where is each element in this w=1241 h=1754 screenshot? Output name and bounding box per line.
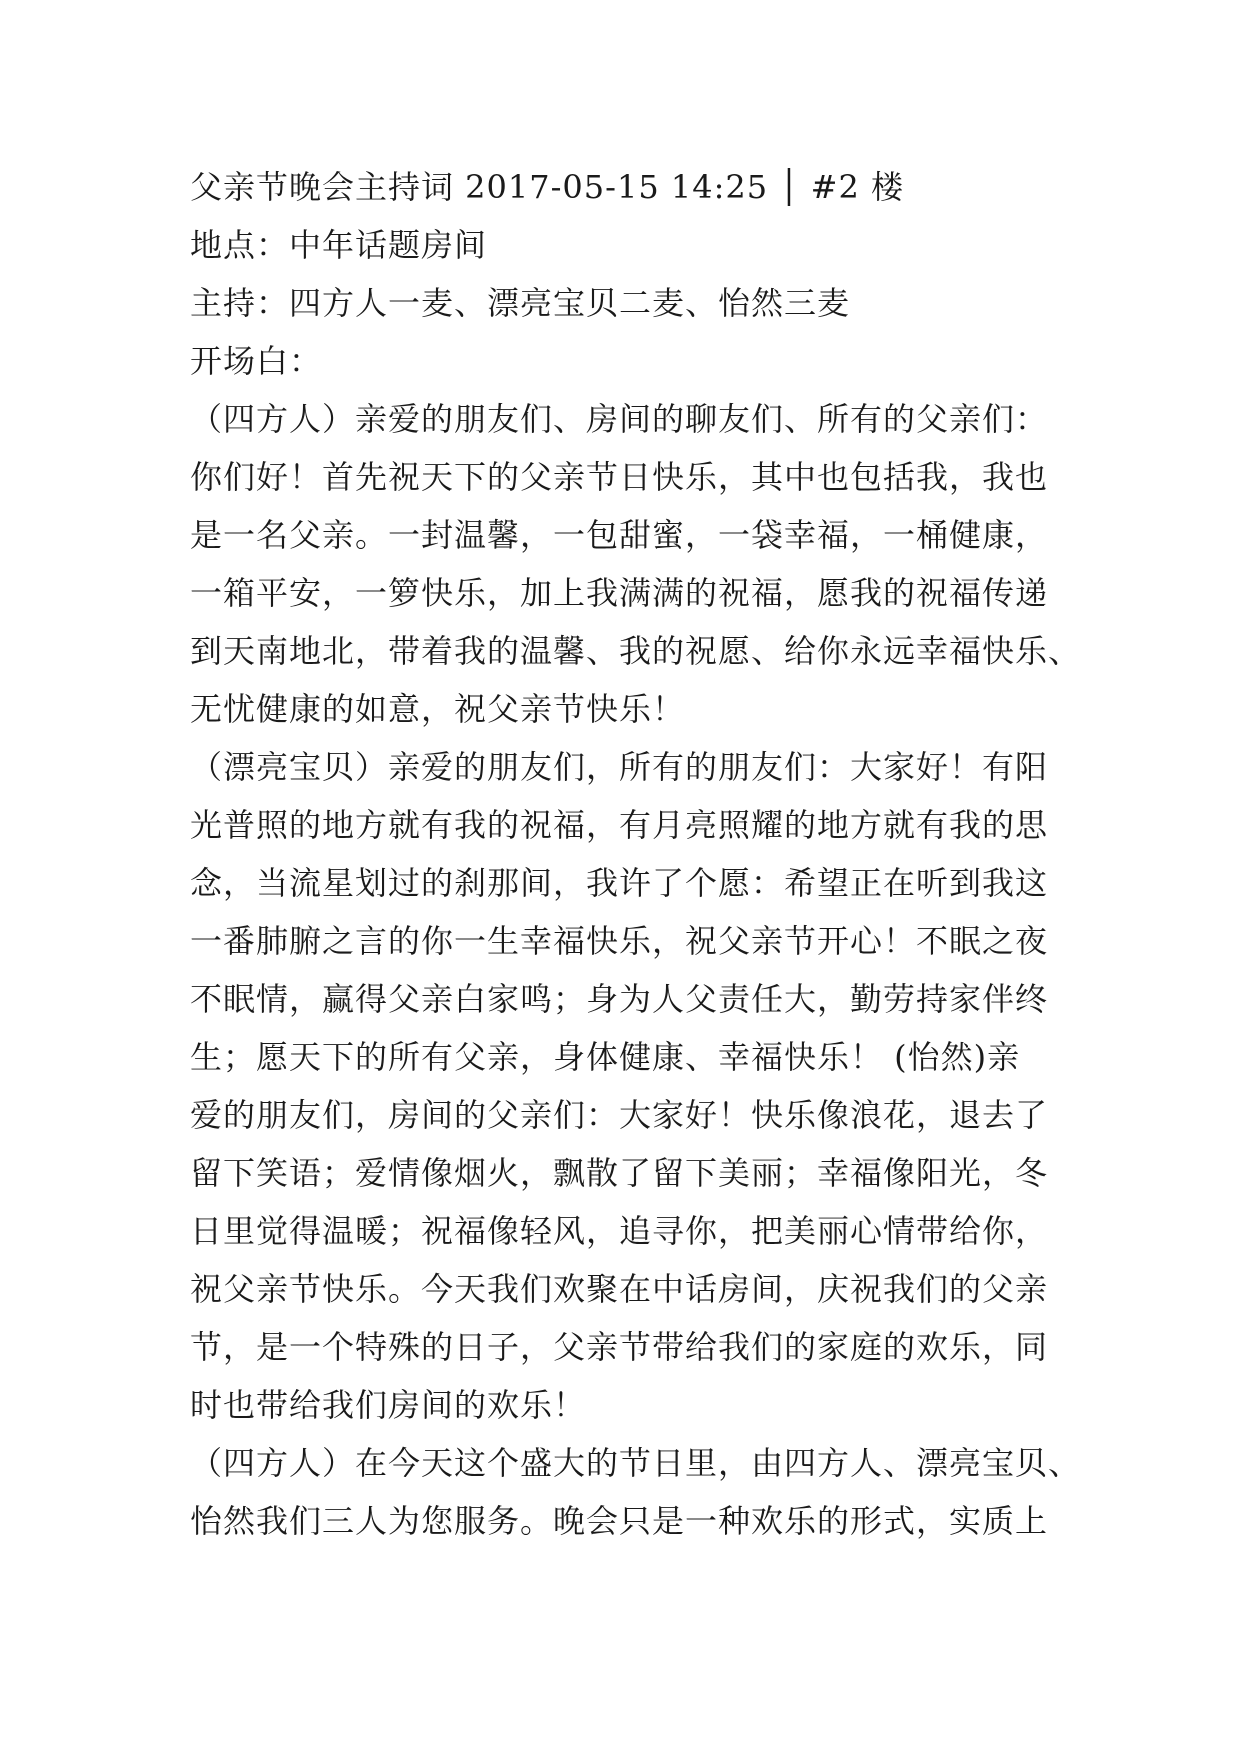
- text-line: 光普照的地方就有我的祝福，有月亮照耀的地方就有我的思: [190, 806, 1049, 844]
- text-line: 怡然我们三人为您服务。晚会只是一种欢乐的形式，实质上: [190, 1502, 1049, 1540]
- text-line: 你们好！首先祝天下的父亲节日快乐，其中也包括我，我也: [190, 458, 1049, 496]
- text-line: 一箱平安，一箩快乐，加上我满满的祝福，愿我的祝福传递: [190, 574, 1049, 612]
- text-line: 爱的朋友们，房间的父亲们：大家好！快乐像浪花，退去了: [190, 1096, 1049, 1134]
- text-line: 念，当流星划过的刹那间，我许了个愿：希望正在听到我这: [190, 864, 1049, 902]
- text-line: （四方人）在今天这个盛大的节日里，由四方人、漂亮宝贝、: [190, 1444, 1082, 1482]
- text-line: （漂亮宝贝）亲爱的朋友们，所有的朋友们：大家好！有阳: [190, 748, 1049, 786]
- opening-heading: 开场白：: [190, 342, 323, 380]
- text-line: 时也带给我们房间的欢乐！: [190, 1386, 587, 1424]
- text-line: 无忧健康的如意，祝父亲节快乐！: [190, 690, 686, 728]
- text-line: 不眠情，赢得父亲白家鸣；身为人父责任大，勤劳持家伴终: [190, 980, 1049, 1018]
- text-line: 一番肺腑之言的你一生幸福快乐，祝父亲节开心！不眠之夜: [190, 922, 1049, 960]
- text-line: 祝父亲节快乐。今天我们欢聚在中话房间，庆祝我们的父亲: [190, 1270, 1049, 1308]
- title-line: 父亲节晚会主持词 2017-05-15 14:25 │ #2 楼: [190, 168, 905, 206]
- location-line: 地点：中年话题房间: [190, 226, 488, 264]
- text-line: 生；愿天下的所有父亲，身体健康、幸福快乐！ (怡然)亲: [190, 1038, 1021, 1076]
- text-line: 是一名父亲。一封温馨，一包甜蜜，一袋幸福，一桶健康，: [190, 516, 1049, 554]
- text-line: 到天南地北，带着我的温馨、我的祝愿、给你永远幸福快乐、: [190, 632, 1082, 670]
- text-line: 节，是一个特殊的日子，父亲节带给我们的家庭的欢乐，同: [190, 1328, 1049, 1366]
- text-line: 日里觉得温暖；祝福像轻风，追寻你，把美丽心情带给你，: [190, 1212, 1049, 1250]
- text-line: （四方人）亲爱的朋友们、房间的聊友们、所有的父亲们：: [190, 400, 1049, 438]
- hosts-line: 主持：四方人一麦、漂亮宝贝二麦、怡然三麦: [190, 284, 851, 322]
- document-body: [190, 158, 1082, 1550]
- text-line: 留下笑语；爱情像烟火，飘散了留下美丽；幸福像阳光，冬: [190, 1154, 1049, 1192]
